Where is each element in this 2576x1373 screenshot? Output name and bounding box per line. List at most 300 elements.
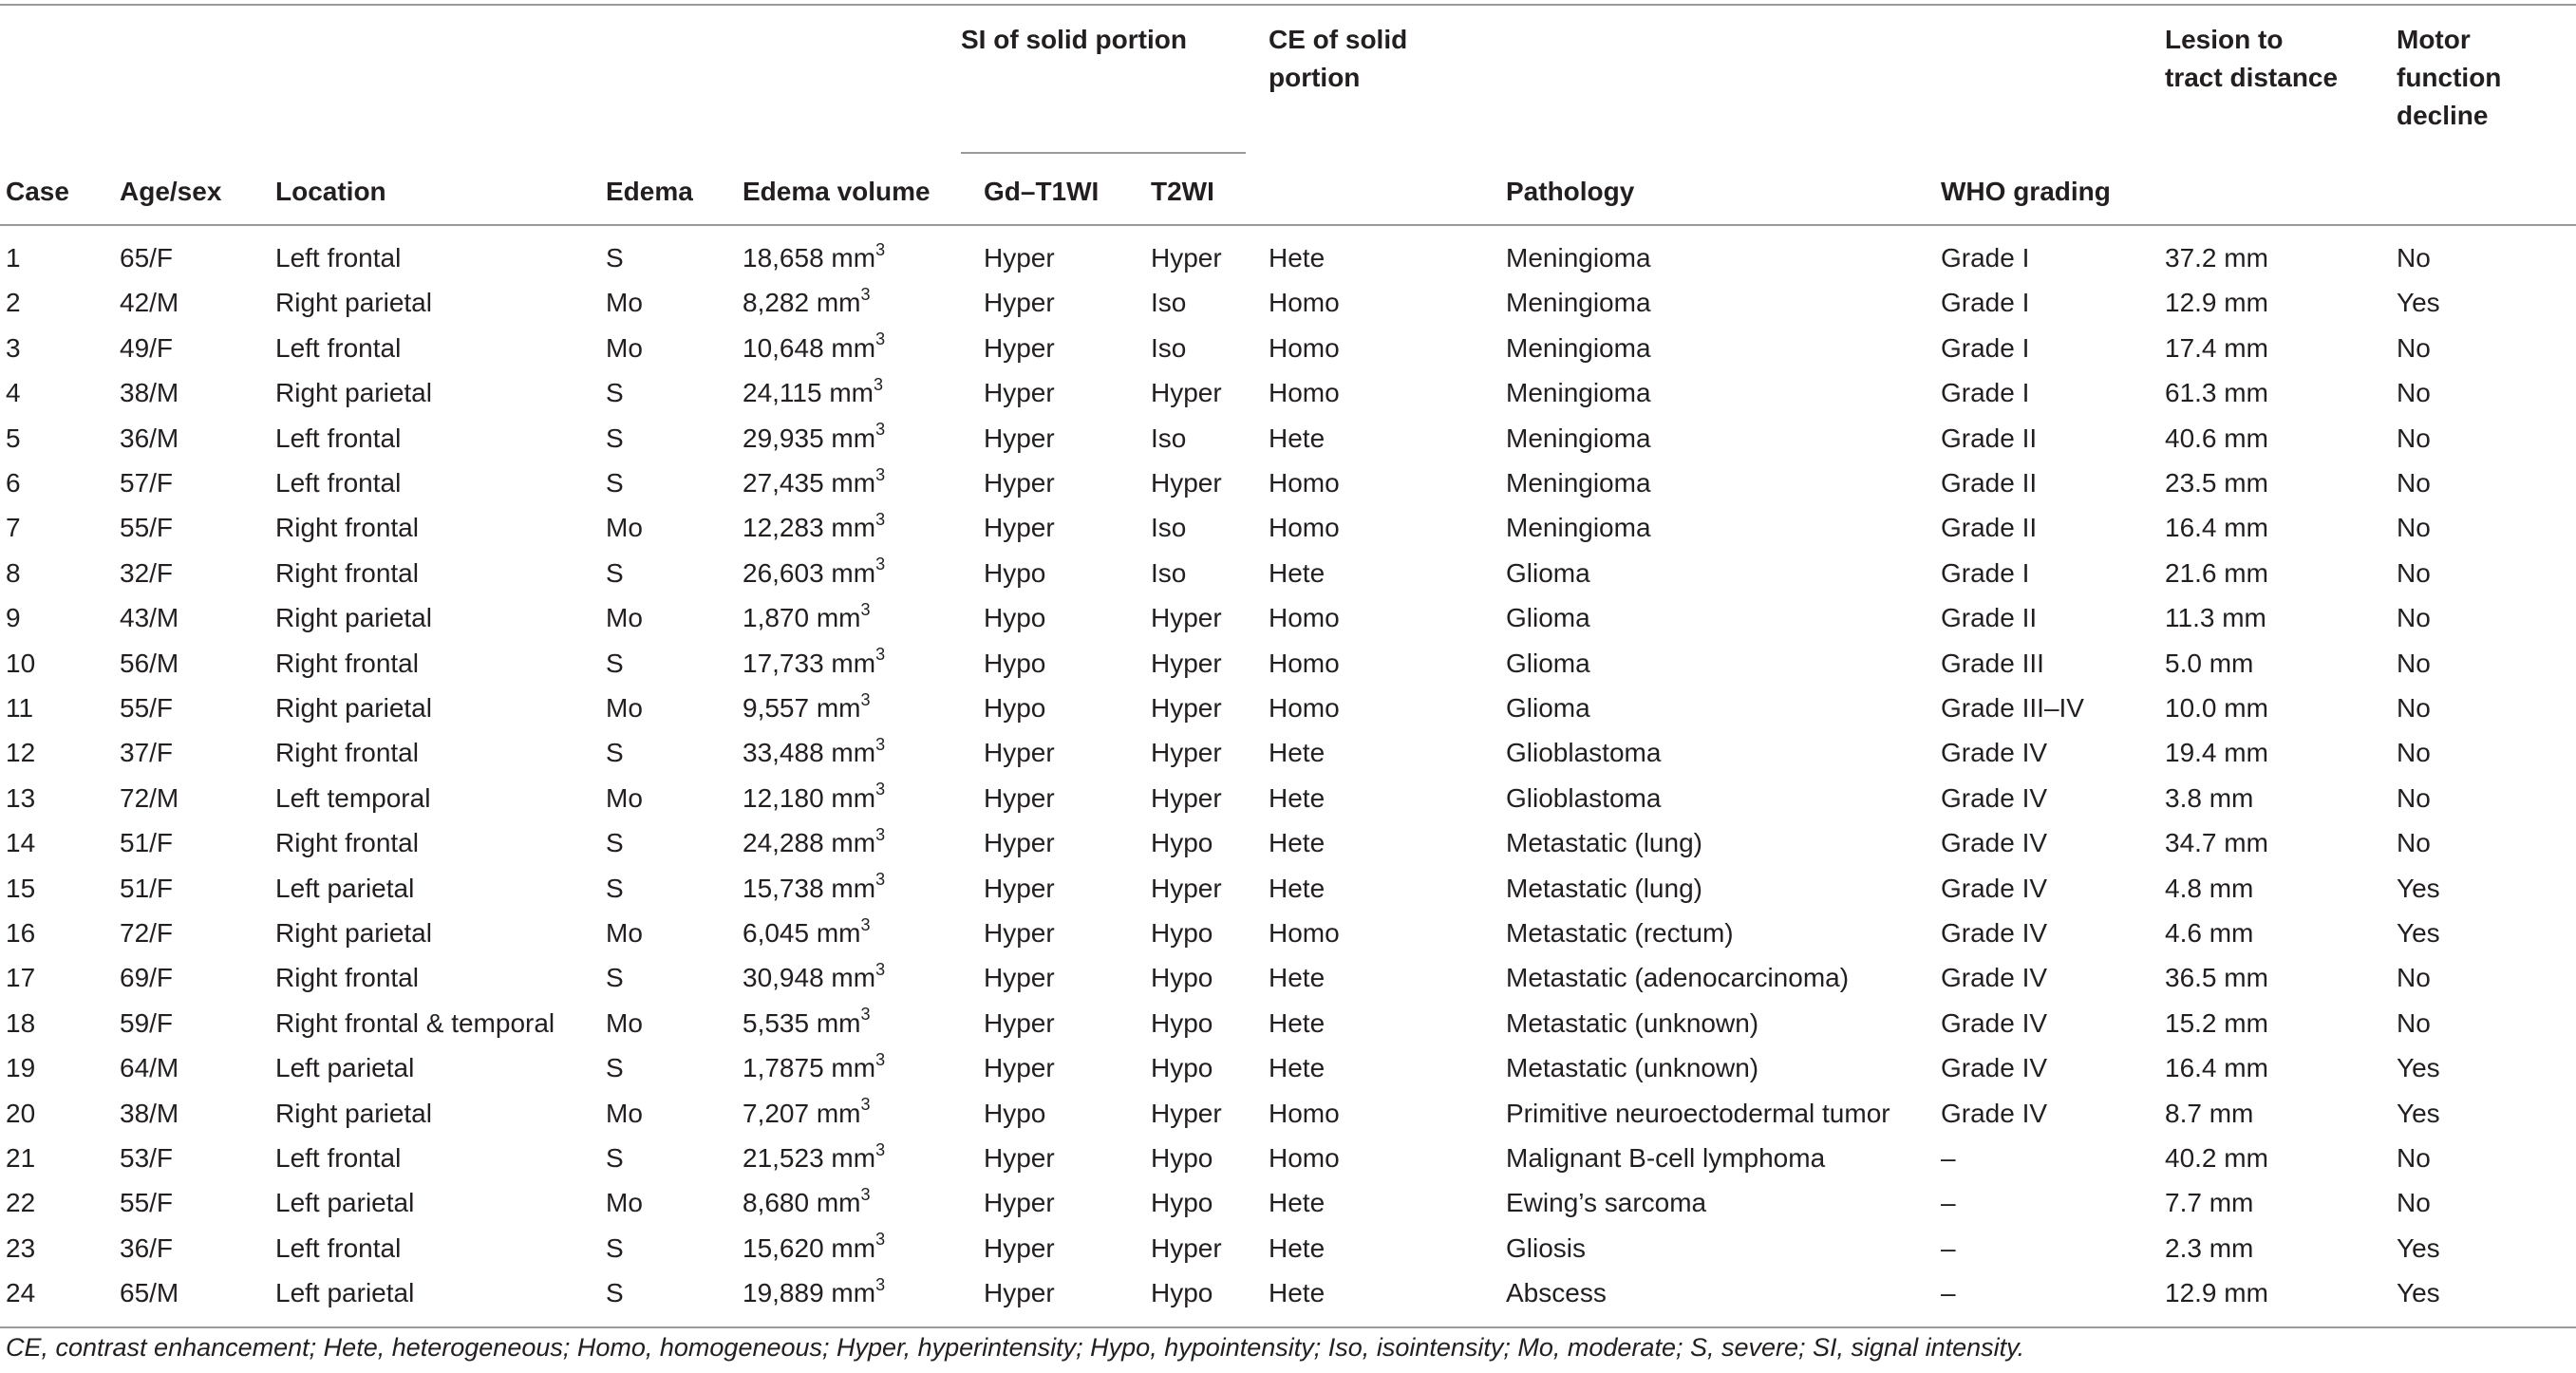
si-group-rule [961, 152, 1246, 154]
cell-gd-t1wi [984, 1091, 1045, 1136]
cell-distance [2165, 1136, 2268, 1180]
cell-location [275, 911, 432, 955]
table-row [0, 776, 2576, 820]
cell-motor-decline-text: Yes [2397, 1053, 2440, 1083]
cell-location [275, 730, 419, 775]
cell-age-sex [120, 235, 173, 280]
table-row [0, 416, 2576, 461]
cell-case-text: 19 [6, 1053, 36, 1083]
cell-ce-text: Hete [1269, 557, 1326, 588]
cell-pathology-text: Meningioma [1506, 332, 1651, 363]
cell-edema-text: S [606, 423, 624, 453]
cell-case [6, 416, 21, 461]
cell-ce [1269, 326, 1340, 370]
cell-edema-text: S [606, 738, 624, 768]
cell-motor-decline [2397, 820, 2431, 865]
cell-motor-decline [2397, 416, 2431, 461]
cell-case-text: 22 [6, 1188, 36, 1218]
cell-distance-text: 12.9 mm [2165, 1278, 2268, 1308]
cell-location [275, 326, 401, 370]
cell-distance-text: 40.2 mm [2165, 1143, 2268, 1173]
cell-gd-t1wi-text: Hyper [984, 1278, 1055, 1308]
cell-motor-decline-text: No [2397, 648, 2431, 678]
cell-case-text: 12 [6, 738, 36, 768]
cell-who-grading [1941, 730, 2047, 775]
cell-location [275, 370, 432, 415]
cell-edema-text: Mo [606, 1188, 643, 1218]
cell-gd-t1wi [984, 505, 1055, 550]
cubic-superscript: 3 [875, 329, 886, 349]
cell-ce [1269, 1226, 1325, 1270]
cell-location [275, 505, 419, 550]
cell-edema-volume-text: 15,738 mm [743, 873, 876, 903]
cell-who-grading-text: Grade II [1941, 603, 2038, 633]
cell-distance [2165, 551, 2268, 595]
cubic-superscript: 3 [875, 960, 886, 980]
cubic-superscript: 3 [875, 824, 886, 844]
cell-who-grading [1941, 280, 2029, 325]
cell-edema-text: S [606, 1232, 624, 1263]
cell-motor-decline [2397, 911, 2440, 955]
cell-location-text: Right parietal [275, 378, 432, 408]
header-ce-line1: CE of solid [1269, 25, 1408, 54]
cell-gd-t1wi [984, 370, 1055, 415]
cell-ce-text: Homo [1269, 1143, 1340, 1173]
cubic-superscript: 3 [875, 510, 886, 530]
cell-location [275, 235, 401, 280]
table-row [0, 235, 2576, 280]
cell-case-text: 24 [6, 1278, 36, 1308]
table-row [0, 641, 2576, 686]
cell-distance [2165, 730, 2268, 775]
cell-distance-text: 2.3 mm [2165, 1232, 2254, 1263]
cell-ce [1269, 1001, 1325, 1045]
cell-age-sex-text: 37/F [120, 738, 174, 768]
table-row [0, 1091, 2576, 1136]
cell-who-grading [1941, 1270, 1956, 1315]
cell-ce-text: Hete [1269, 963, 1326, 993]
cell-distance-text: 16.4 mm [2165, 513, 2268, 543]
cell-t2wi [1151, 911, 1213, 955]
header-bottom-rule [0, 224, 2576, 226]
cubic-superscript: 3 [875, 239, 886, 259]
cell-motor-decline [2397, 1136, 2431, 1180]
cell-who-grading-text: Grade II [1941, 513, 2038, 543]
cell-distance [2165, 416, 2268, 461]
cell-pathology [1506, 326, 1651, 370]
cell-location-text: Right parietal [275, 693, 432, 723]
header-motor-line1: Motor [2397, 25, 2471, 54]
cell-age-sex [120, 641, 179, 686]
cell-case-text: 10 [6, 648, 36, 678]
cell-age-sex [120, 370, 179, 415]
cell-who-grading-text: Grade I [1941, 378, 2030, 408]
cell-motor-decline [2397, 866, 2440, 911]
cell-edema [606, 370, 624, 415]
cell-distance [2165, 370, 2268, 415]
cell-t2wi [1151, 1226, 1222, 1270]
cell-edema-volume-text: 26,603 mm [743, 557, 876, 588]
cell-age-sex [120, 911, 173, 955]
cell-gd-t1wi-text: Hyper [984, 423, 1055, 453]
cell-distance [2165, 1180, 2253, 1225]
cell-edema-volume-text: 27,435 mm [743, 468, 876, 498]
cell-distance-text: 15.2 mm [2165, 1007, 2268, 1038]
cell-t2wi [1151, 551, 1186, 595]
cell-edema [606, 505, 643, 550]
cell-t2wi [1151, 1045, 1213, 1090]
header-case: Case [6, 177, 69, 206]
cell-case [6, 1270, 35, 1315]
cell-distance-text: 10.0 mm [2165, 693, 2268, 723]
cell-distance-text: 17.4 mm [2165, 332, 2268, 363]
cell-gd-t1wi-text: Hypo [984, 648, 1046, 678]
cell-who-grading-text: Grade II [1941, 468, 2038, 498]
cell-location [275, 280, 432, 325]
cell-distance-text: 61.3 mm [2165, 378, 2268, 408]
cubic-superscript: 3 [860, 285, 871, 305]
cell-gd-t1wi [984, 641, 1045, 686]
cell-motor-decline [2397, 235, 2431, 280]
cell-distance [2165, 280, 2268, 325]
cell-distance-text: 40.6 mm [2165, 423, 2268, 453]
cell-t2wi [1151, 416, 1186, 461]
cell-age-sex [120, 820, 173, 865]
cell-t2wi-text: Hyper [1151, 648, 1222, 678]
cell-location [275, 1180, 414, 1225]
cell-age-sex-text: 49/F [120, 332, 174, 363]
cell-case-text: 16 [6, 918, 36, 948]
cell-edema-volume-text: 12,283 mm [743, 513, 876, 543]
cell-ce [1269, 461, 1340, 505]
cell-edema [606, 1226, 624, 1270]
cell-edema-text: S [606, 828, 624, 858]
cell-location-text: Right frontal [275, 738, 419, 768]
cell-age-sex-text: 69/F [120, 963, 174, 993]
cell-edema [606, 551, 624, 595]
cell-location-text: Left frontal [275, 332, 402, 363]
cell-edema-volume-text: 1,870 mm [743, 603, 861, 633]
cell-case [6, 1045, 35, 1090]
cell-who-grading-text: Grade IV [1941, 1098, 2048, 1128]
cell-distance-text: 16.4 mm [2165, 1053, 2268, 1083]
cell-ce [1269, 595, 1340, 640]
cell-age-sex [120, 416, 179, 461]
header-motor-line3: decline [2397, 101, 2489, 130]
cell-motor-decline-text: No [2397, 828, 2431, 858]
cell-location-text: Right frontal [275, 557, 419, 588]
cell-pathology [1506, 1226, 1586, 1270]
cell-gd-t1wi-text: Hyper [984, 1007, 1055, 1038]
cell-pathology-text: Abscess [1506, 1278, 1607, 1308]
cell-edema-text: Mo [606, 918, 643, 948]
cell-edema-volume-text: 29,935 mm [743, 423, 876, 453]
cell-motor-decline [2397, 1001, 2431, 1045]
cell-edema-volume-text: 15,620 mm [743, 1232, 876, 1263]
cell-who-grading-text: Grade IV [1941, 918, 2048, 948]
cell-who-grading-text: Grade IV [1941, 1007, 2048, 1038]
header-gd-t1wi: Gd–T1WI [984, 177, 1100, 206]
cell-pathology [1506, 595, 1590, 640]
table-footnote: CE, contrast enhancement; Hete, heterogeneous; Homo, homogeneous; Hyper, hyperintensity; Hypo, hypointensity; Iso, isointensity; Mo, moderate; S, severe; SI, signal intensity. [6, 1333, 2025, 1362]
cell-gd-t1wi [984, 1180, 1055, 1225]
cell-gd-t1wi-text: Hyper [984, 288, 1055, 318]
cell-ce [1269, 730, 1325, 775]
cell-edema [606, 730, 624, 775]
cell-distance-text: 11.3 mm [2165, 603, 2266, 633]
cell-distance-text: 36.5 mm [2165, 963, 2268, 993]
cell-edema-text: Mo [606, 332, 643, 363]
cell-age-sex [120, 551, 173, 595]
cell-age-sex [120, 505, 173, 550]
header-distance-line1: Lesion to [2165, 25, 2284, 54]
cell-t2wi [1151, 1001, 1213, 1045]
cell-case-text: 23 [6, 1232, 36, 1263]
cell-age-sex [120, 326, 173, 370]
cell-pathology-text: Primitive neuroectodermal tumor [1506, 1098, 1890, 1128]
cell-age-sex-text: 51/F [120, 873, 174, 903]
cell-t2wi [1151, 955, 1213, 1000]
cell-t2wi [1151, 776, 1222, 820]
cell-case-text: 18 [6, 1007, 36, 1038]
cell-age-sex-text: 57/F [120, 468, 174, 498]
cell-motor-decline-text: No [2397, 332, 2431, 363]
cubic-superscript: 3 [875, 1049, 886, 1069]
cell-location-text: Left frontal [275, 423, 402, 453]
cell-case [6, 776, 35, 820]
cell-pathology [1506, 820, 1702, 865]
cell-edema-text: S [606, 1053, 624, 1083]
cell-ce [1269, 1136, 1340, 1180]
cell-distance-text: 23.5 mm [2165, 468, 2268, 498]
cell-pathology [1506, 235, 1651, 280]
cubic-superscript: 3 [875, 735, 886, 755]
cell-edema-text: Mo [606, 1007, 643, 1038]
cell-edema-volume-text: 33,488 mm [743, 738, 876, 768]
cell-edema-volume-text: 8,680 mm [743, 1188, 861, 1218]
cell-gd-t1wi [984, 235, 1055, 280]
cell-edema-volume [743, 955, 885, 1000]
cell-case [6, 955, 35, 1000]
cell-t2wi-text: Hypo [1151, 963, 1213, 993]
cell-motor-decline [2397, 1270, 2440, 1315]
cell-pathology-text: Meningioma [1506, 468, 1651, 498]
cell-who-grading [1941, 595, 2037, 640]
cell-location-text: Right frontal [275, 828, 419, 858]
cell-age-sex-text: 53/F [120, 1143, 174, 1173]
cell-location-text: Left parietal [275, 873, 415, 903]
cell-edema-volume-text: 10,648 mm [743, 332, 876, 363]
cell-pathology-text: Metastatic (lung) [1506, 873, 1702, 903]
cell-t2wi-text: Hyper [1151, 603, 1222, 633]
cell-gd-t1wi [984, 326, 1055, 370]
cell-edema-volume-text: 17,733 mm [743, 648, 876, 678]
cell-motor-decline-text: No [2397, 963, 2431, 993]
cell-edema-volume-text: 7,207 mm [743, 1098, 861, 1128]
cell-motor-decline-text: No [2397, 243, 2431, 273]
table-row [0, 1180, 2576, 1225]
cell-pathology [1506, 911, 1734, 955]
cell-distance [2165, 686, 2268, 730]
cell-t2wi-text: Hypo [1151, 1278, 1213, 1308]
cell-gd-t1wi [984, 1045, 1055, 1090]
cell-distance-text: 4.8 mm [2165, 873, 2254, 903]
cell-age-sex [120, 1091, 179, 1136]
cell-distance-text: 34.7 mm [2165, 828, 2268, 858]
cell-gd-t1wi [984, 461, 1055, 505]
cell-ce-text: Homo [1269, 468, 1340, 498]
cubic-superscript: 3 [875, 420, 886, 440]
cell-gd-t1wi [984, 416, 1055, 461]
cubic-superscript: 3 [860, 599, 871, 619]
cell-ce [1269, 280, 1340, 325]
cell-age-sex-text: 55/F [120, 1188, 174, 1218]
cell-t2wi-text: Hyper [1151, 1232, 1222, 1263]
cell-who-grading-text: Grade I [1941, 557, 2030, 588]
cell-who-grading [1941, 505, 2037, 550]
cell-motor-decline-text: No [2397, 513, 2431, 543]
cell-distance [2165, 776, 2253, 820]
cell-pathology [1506, 955, 1849, 1000]
cell-pathology-text: Metastatic (unknown) [1506, 1007, 1759, 1038]
cell-location-text: Right frontal [275, 963, 419, 993]
cell-distance [2165, 1001, 2268, 1045]
cell-case-text: 21 [6, 1143, 36, 1173]
cell-edema-volume [743, 1045, 885, 1090]
table-row [0, 730, 2576, 775]
cell-age-sex [120, 1045, 179, 1090]
table-row [0, 820, 2576, 865]
cell-edema-volume [743, 416, 885, 461]
cell-gd-t1wi-text: Hypo [984, 1098, 1046, 1128]
cell-pathology-text: Meningioma [1506, 288, 1651, 318]
cell-distance [2165, 955, 2268, 1000]
cell-motor-decline-text: No [2397, 603, 2431, 633]
cell-location-text: Right frontal & temporal [275, 1007, 555, 1038]
cell-edema-volume-text: 9,557 mm [743, 693, 861, 723]
cell-motor-decline-text: No [2397, 1007, 2431, 1038]
cell-t2wi [1151, 866, 1222, 911]
cell-case [6, 1136, 35, 1180]
cell-who-grading-text: Grade IV [1941, 963, 2048, 993]
cubic-superscript: 3 [860, 914, 871, 934]
cell-distance-text: 5.0 mm [2165, 648, 2254, 678]
cell-gd-t1wi-text: Hyper [984, 1143, 1055, 1173]
cell-pathology-text: Meningioma [1506, 243, 1651, 273]
cell-t2wi-text: Hypo [1151, 918, 1213, 948]
cell-pathology [1506, 1091, 1890, 1136]
cell-age-sex-text: 59/F [120, 1007, 174, 1038]
cell-location-text: Right frontal [275, 648, 419, 678]
cell-edema-volume [743, 866, 885, 911]
cell-distance [2165, 326, 2268, 370]
cell-who-grading [1941, 1091, 2047, 1136]
cell-gd-t1wi-text: Hyper [984, 1232, 1055, 1263]
cell-t2wi [1151, 461, 1222, 505]
cell-edema-volume [743, 1226, 885, 1270]
cell-edema-volume [743, 551, 885, 595]
cell-distance [2165, 1091, 2253, 1136]
header-edema-volume: Edema volume [743, 177, 931, 206]
cell-edema-text: S [606, 468, 624, 498]
cell-t2wi-text: Hyper [1151, 873, 1222, 903]
cell-who-grading [1941, 416, 2037, 461]
cell-ce-text: Hete [1269, 873, 1326, 903]
cell-motor-decline-text: No [2397, 782, 2431, 813]
cell-edema-volume [743, 1091, 871, 1136]
cell-edema-volume [743, 686, 871, 730]
cell-case [6, 370, 21, 415]
cell-edema-volume [743, 280, 871, 325]
cell-edema-text: Mo [606, 782, 643, 813]
cell-who-grading [1941, 641, 2044, 686]
cell-t2wi-text: Iso [1151, 288, 1187, 318]
table-row [0, 370, 2576, 415]
cell-motor-decline [2397, 730, 2431, 775]
cell-edema-volume [743, 641, 885, 686]
cell-location [275, 1226, 401, 1270]
cell-gd-t1wi-text: Hyper [984, 468, 1055, 498]
cell-edema-volume [743, 1136, 885, 1180]
cell-edema [606, 955, 624, 1000]
cell-age-sex [120, 1001, 173, 1045]
cell-location [275, 1045, 414, 1090]
cell-case-text: 4 [6, 378, 21, 408]
cell-motor-decline-text: Yes [2397, 873, 2440, 903]
cell-ce [1269, 505, 1340, 550]
cell-ce-text: Hete [1269, 1278, 1326, 1308]
cell-t2wi [1151, 730, 1222, 775]
table-row [0, 326, 2576, 370]
cell-pathology-text: Metastatic (rectum) [1506, 918, 1734, 948]
cell-ce [1269, 370, 1340, 415]
cell-edema [606, 1270, 624, 1315]
cell-pathology-text: Gliosis [1506, 1232, 1587, 1263]
cell-motor-decline [2397, 280, 2440, 325]
cell-pathology-text: Metastatic (lung) [1506, 828, 1702, 858]
header-edema: Edema [606, 177, 693, 206]
cell-gd-t1wi [984, 1226, 1055, 1270]
cell-location [275, 866, 414, 911]
cell-location-text: Left frontal [275, 468, 402, 498]
cell-motor-decline [2397, 595, 2431, 640]
cell-ce-text: Hete [1269, 423, 1326, 453]
cell-case [6, 326, 21, 370]
cell-age-sex-text: 36/F [120, 1232, 174, 1263]
cell-gd-t1wi-text: Hyper [984, 873, 1055, 903]
cell-motor-decline [2397, 461, 2431, 505]
cell-pathology [1506, 776, 1661, 820]
cell-case [6, 1226, 35, 1270]
cell-distance [2165, 1270, 2268, 1315]
cell-gd-t1wi-text: Hyper [984, 1188, 1055, 1218]
cell-gd-t1wi-text: Hypo [984, 557, 1046, 588]
cell-t2wi [1151, 1091, 1222, 1136]
cell-who-grading-text: – [1941, 1188, 1956, 1218]
cell-motor-decline-text: No [2397, 557, 2431, 588]
header-who-grading: WHO grading [1941, 177, 2111, 206]
cell-edema [606, 235, 624, 280]
cell-age-sex-text: 55/F [120, 513, 174, 543]
cubic-superscript: 3 [875, 555, 886, 574]
cell-age-sex-text: 38/M [120, 1098, 179, 1128]
cell-case [6, 820, 35, 865]
cell-edema-text: S [606, 243, 624, 273]
cell-ce [1269, 866, 1325, 911]
cell-edema [606, 820, 624, 865]
cell-distance-text: 12.9 mm [2165, 288, 2268, 318]
cell-distance-text: 7.7 mm [2165, 1188, 2254, 1218]
